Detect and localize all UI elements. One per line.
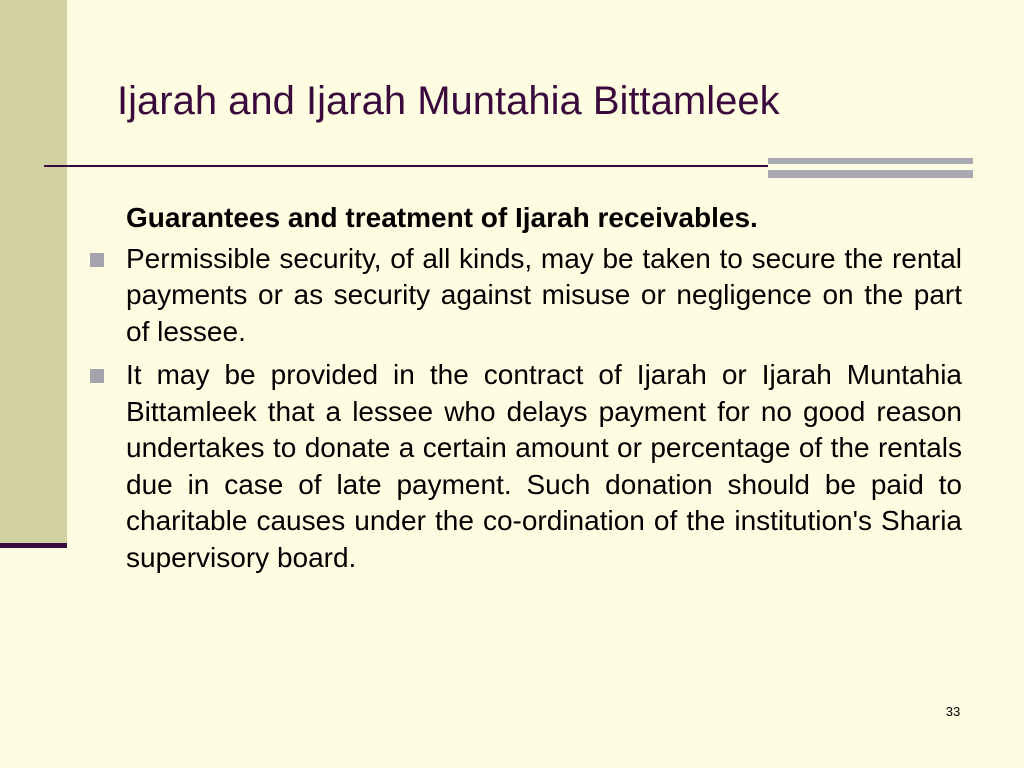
left-decorative-band [0,0,67,546]
bullet-text: Permissible security, of all kinds, may be taken to secure the rental payments or as security against misuse or negligence on the part of lessee. [126,242,962,347]
section-subheading: Guarantees and treatment of Ijarah receivables. [126,202,758,233]
divider-accent-bar-bottom [768,170,973,178]
slide-body [126,200,962,583]
title-divider-accent [768,158,973,178]
slide-title: Ijarah and Ijarah Muntahia Bittamleek [117,79,780,123]
bullet-item [126,357,962,576]
page-number: 33 [945,704,961,719]
bullet-text: It may be provided in the contract of Ijarah or Ijarah Muntahia Bittamleek that a lessee who delays payment for no good reason undertakes to donate a certain amount or percentage of the rentals due in case of late payment. Such donation should be paid to charitable causes under the co-ordination of the institution's Sharia supervisory board. [126,359,962,573]
title-divider [44,165,768,167]
square-bullet-icon [90,369,104,383]
divider-accent-bar-top [768,158,973,164]
square-bullet-icon [90,253,104,267]
left-accent-line [0,543,67,548]
bullet-item [126,241,962,351]
